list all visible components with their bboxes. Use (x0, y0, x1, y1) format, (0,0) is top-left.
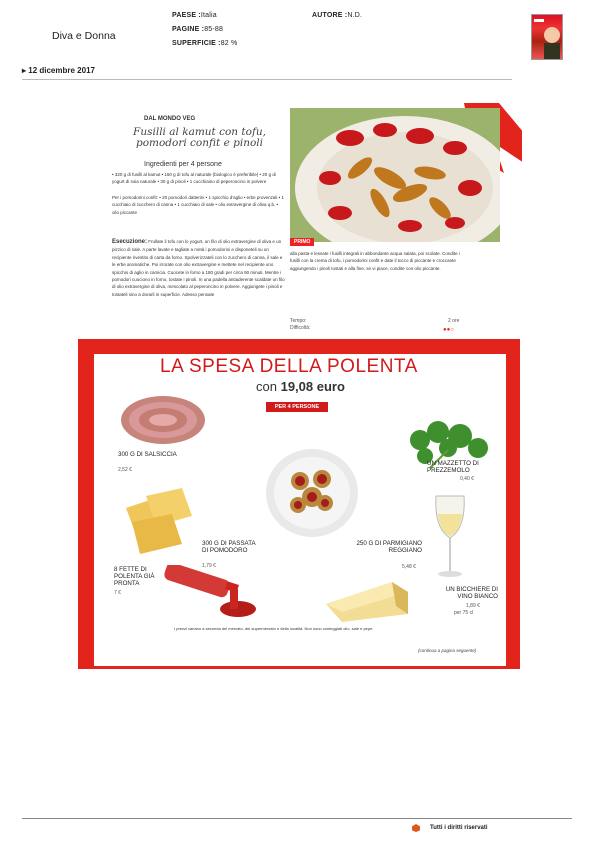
salsiccia-label: 300 G DI SALSICCIA (118, 451, 177, 458)
method-label: Esecuzione: (112, 239, 148, 245)
polenta-slices-image (116, 488, 196, 558)
confit-ingredients: Per i pomodorini confit: • 20 pomodori datterini • 1 spicchio d'aglio • erbe provenzali • 1 cucchiaio di zucchero di canna • 1 cucchiaio di sale • olio extravergine di oliva q.b. • olio piccante (112, 195, 285, 215)
servings-badge: PER 4 PERSONE (266, 402, 328, 412)
pagine-row: PAGINE :85-88 (172, 26, 224, 33)
ingredients-heading: Ingredienti per 4 persone (144, 161, 222, 168)
section-label: DAL MONDO VEG (144, 116, 196, 122)
salsiccia-price: 2,52 € (118, 467, 132, 473)
paese-row: PAESE :Italia (172, 12, 217, 19)
sausage-image (118, 392, 208, 448)
price-footnote: I prezzi variano a seconda del mercato, del supermercato e della località. Non sono conteggiati olio, sale e pepe. (174, 626, 374, 631)
photo-tag: PRIMO (290, 238, 314, 246)
rights-text: Tutti i diritti riservati (430, 825, 488, 831)
time-label: Tempo: (290, 318, 307, 324)
vino-note: per 75 cl (454, 610, 474, 616)
method-left-body: Frullate il tofu con lo yogurt, un filo di olio extravergine di oliva e un pizzico di sale. A parte lavate e tagliate a metà i pomodorini e disponeteli su un recipiente rivestito di carta da forno. Spolverizzateli con lo zucchero di canna, il sale e le erbe aromatiche. Poi irrorate con olio extravergine e mettete nel recipiente uno spicchio di aglio in camicia. Cuocete in forno a 180 gradi per circa 90 minuti. Mentre i pomodori cuociono in forno, tostate i pinoli. In una padella antiaderente scaldate un filo di olio extravergine di oliva, mescolato al peperoncino in polvere. Aggiungete i pinoli e tostateli sino a dorarli in superficie. Adesso pensate (112, 239, 285, 297)
difficulty-icon: ●●○ (443, 327, 454, 333)
passata-bottle-image (160, 565, 260, 625)
method-text (112, 238, 286, 298)
date-arrow-icon: ▸ (22, 66, 27, 75)
magazine-cover-thumbnail (531, 14, 563, 60)
ingredients-list: • 320 g di fusilli al kamut • 150 g di tofu al naturale (biologico è preferibile) • 20 g di yogurt di soia naturale • 30 g di pinoli • 1 cucchiaino di peperoncino in polvere (112, 172, 276, 185)
cover-image (532, 15, 562, 59)
date-line (22, 66, 95, 75)
continua-note: (continua a pagina seguente) (418, 648, 477, 653)
superficie-row: SUPERFICIE :82 % (172, 40, 238, 47)
publication-name: Diva e Donna (52, 30, 116, 42)
parmigiano-price: 5,48 € (402, 564, 416, 570)
recipe-title: Fusilli al kamut con tofu, pomodori confit e pinoli (133, 126, 266, 149)
header-rule (22, 79, 512, 80)
shopping-subtitle: con 19,08 euro (256, 379, 345, 394)
pasta-dish-image (290, 108, 500, 242)
date-text: 12 dicembre 2017 (28, 66, 95, 75)
polenta-price: 7 € (114, 590, 121, 596)
footer-rule (22, 818, 572, 819)
rights-logo-icon (412, 824, 420, 832)
wine-glass-image (430, 492, 470, 582)
passata-price: 1,79 € (202, 563, 216, 569)
time-value: 2 ore (448, 318, 460, 324)
parmigiano-image (322, 574, 412, 624)
pasta-photo (290, 108, 500, 242)
polenta-dish-image (262, 445, 362, 540)
shopping-title: LA SPESA DELLA POLENTA (160, 356, 418, 377)
prezzemolo-price: 0,40 € (460, 476, 474, 482)
vino-label: UN BICCHIERE DI VINO BIANCO (445, 586, 498, 600)
passata-label: 300 G DI PASSATA DI POMODORO (202, 540, 256, 554)
autore-row: AUTORE :N.D. (312, 12, 363, 19)
prezzemolo-label: UN MAZZETTO DI PREZZEMOLO (427, 460, 479, 474)
difficulty-label: Difficoltà: (290, 325, 311, 331)
parmigiano-label: 250 G DI PARMIGIANO REGGIANO (356, 540, 422, 554)
method-right-body: alla pasta e lessate i fusilli integrali in abbondante acqua salata, poi scolate. Condite i fusilli con la crema di tofu, i pomodorini confit e date il tocco di piccante e croccante aggiungendo i pinoli tostati e alla fine, se vi piace, condite con olio piccante. (290, 251, 460, 271)
polenta-label: 8 FETTE DI POLENTA GIÀ PRONTA (114, 566, 155, 587)
vino-price: 1,89 € (466, 603, 480, 609)
